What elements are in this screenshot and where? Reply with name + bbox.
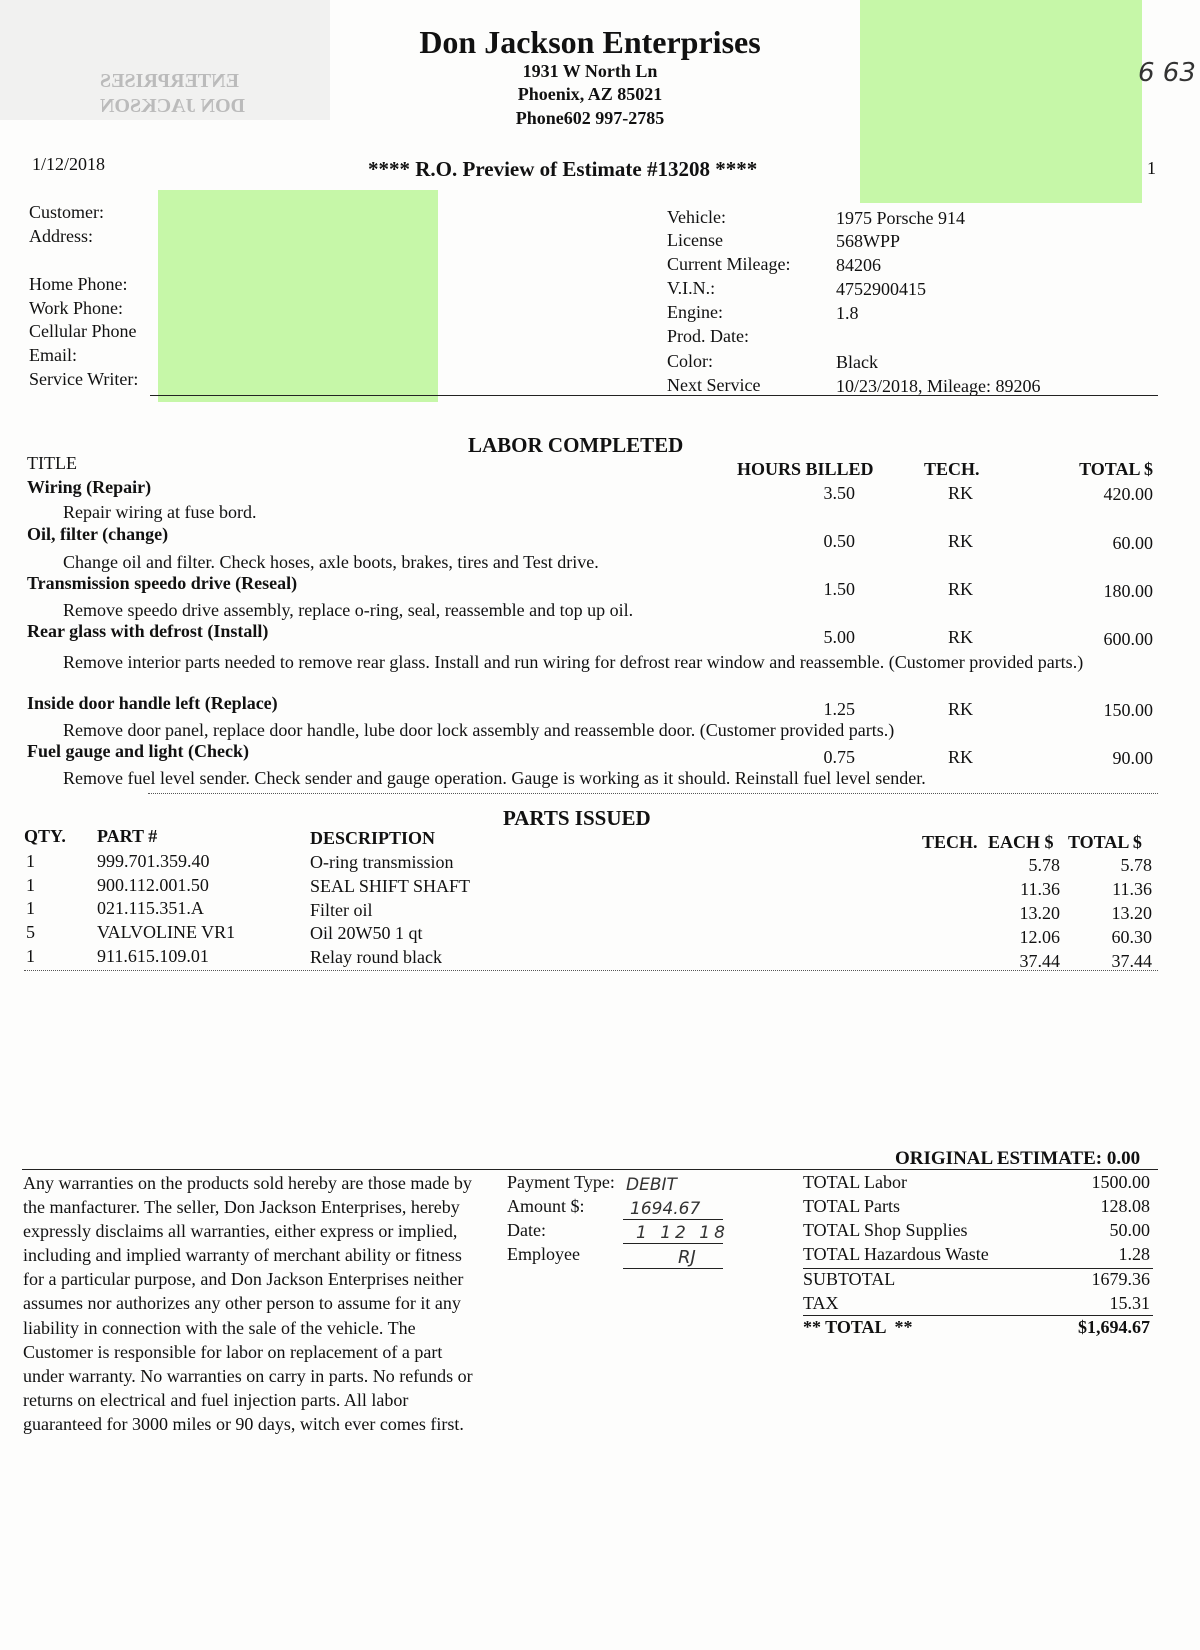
labor-item-title: Rear glass with defrost (Install) bbox=[27, 621, 269, 641]
parts-col-tech: TECH. bbox=[922, 832, 978, 852]
labor-item-hours: 1.50 bbox=[823, 579, 855, 599]
amount-label: Amount $: bbox=[507, 1196, 585, 1216]
part-total: 5.78 bbox=[1120, 855, 1152, 875]
next-service-label: Next Service bbox=[667, 375, 761, 395]
parts-col-part: PART # bbox=[97, 826, 158, 846]
vehicle-label: Vehicle: bbox=[667, 207, 726, 227]
labor-item-hours: 5.00 bbox=[823, 627, 855, 647]
part-number: 021.115.351.A bbox=[97, 898, 204, 918]
license-label: License bbox=[667, 230, 723, 250]
original-estimate: ORIGINAL ESTIMATE: 0.00 bbox=[895, 1148, 1141, 1169]
labor-item-total: 90.00 bbox=[1112, 748, 1153, 768]
labor-item-tech: RK bbox=[948, 699, 974, 719]
labor-item-tech: RK bbox=[948, 579, 974, 599]
labor-item-total: 600.00 bbox=[1103, 629, 1153, 649]
part-number: VALVOLINE VR1 bbox=[97, 922, 236, 942]
labor-item-total: 180.00 bbox=[1103, 581, 1153, 601]
part-each: 12.06 bbox=[1019, 927, 1060, 947]
warranty-text: Any warranties on the products sold hereby are those made by the manfacturer. The seller, Don Jackson Enterprises, hereby expressly disclaims all warranties, either express or implied, including and implied warranty of merchant ability or fitness for a particular purpose, and Don Jackson Enterprises neither assumes nor authorizes any other person to assume for it any liability in connection with the sale of the vehicle. The Customer is responsible for labor on replacement of a part under warranty. No warranties on carry in parts. No refunds or returns on electrical and fuel injection parts. All labor guaranteed for 3000 miles or 90 days, witch ever comes first. bbox=[23, 1173, 473, 1434]
part-description: Relay round black bbox=[310, 947, 442, 967]
grand-total-value: $1,694.67 bbox=[1078, 1317, 1150, 1337]
header-divider bbox=[150, 395, 1158, 396]
labor-item-description: Remove door panel, replace door handle, lube door lock assembly and reassemble door. (Customer provided parts.) bbox=[63, 720, 895, 740]
part-qty: 5 bbox=[26, 922, 35, 942]
color-label: Color: bbox=[667, 351, 714, 371]
part-description: Filter oil bbox=[310, 900, 373, 920]
part-each: 11.36 bbox=[1020, 879, 1060, 899]
date-value: 1 12 18 bbox=[636, 1223, 729, 1243]
part-total: 13.20 bbox=[1111, 903, 1152, 923]
color-value: Black bbox=[836, 352, 878, 372]
company-address: 1931 W North Ln bbox=[522, 61, 658, 81]
mirrored-bleed-text: ENTERPRISES bbox=[100, 70, 239, 92]
part-each: 5.78 bbox=[1028, 855, 1060, 875]
grand-total-rule bbox=[803, 1315, 1153, 1316]
total-parts-value: 128.08 bbox=[1100, 1196, 1150, 1216]
next-service-value: 10/23/2018, Mileage: 89206 bbox=[836, 376, 1041, 396]
subtotal-value: 1679.36 bbox=[1091, 1269, 1150, 1289]
labor-item-title: Transmission speedo drive (Reseal) bbox=[27, 573, 298, 593]
vin-label: V.I.N.: bbox=[667, 278, 716, 298]
labor-item-title: Wiring (Repair) bbox=[27, 477, 152, 497]
email-label: Email: bbox=[29, 345, 77, 365]
parts-col-each: EACH $ bbox=[988, 832, 1054, 852]
labor-item-description: Remove interior parts needed to remove rear glass. Install and run wiring for defrost rear window and reassemble. (Customer provided parts.) bbox=[63, 652, 1084, 672]
redaction-sticky-note bbox=[158, 190, 438, 402]
labor-item-description: Remove fuel level sender. Check sender and gauge operation. Gauge is working as it should. Reinstall fuel level sender. bbox=[63, 768, 926, 788]
total-hazardous-waste-value: 1.28 bbox=[1118, 1244, 1150, 1264]
part-description: SEAL SHIFT SHAFT bbox=[310, 876, 471, 896]
part-each: 13.20 bbox=[1019, 903, 1060, 923]
labor-item-tech: RK bbox=[948, 627, 974, 647]
tax-value: 15.31 bbox=[1109, 1293, 1150, 1313]
labor-item-hours: 0.75 bbox=[823, 747, 855, 767]
company-phone: Phone602 997-2785 bbox=[515, 108, 665, 128]
part-each: 37.44 bbox=[1019, 951, 1060, 971]
labor-item-total: 420.00 bbox=[1103, 484, 1153, 504]
company-name: Don Jackson Enterprises bbox=[419, 24, 761, 60]
labor-col-tech: TECH. bbox=[924, 459, 980, 479]
amount-value: 1694.67 bbox=[630, 1199, 701, 1219]
customer-label: Customer: bbox=[29, 202, 104, 222]
mileage-label: Current Mileage: bbox=[667, 254, 791, 274]
part-qty: 1 bbox=[26, 851, 35, 871]
part-total: 37.44 bbox=[1111, 951, 1152, 971]
part-qty: 1 bbox=[26, 946, 35, 966]
part-total: 60.30 bbox=[1111, 927, 1152, 947]
vehicle-value: 1975 Porsche 914 bbox=[836, 208, 965, 228]
part-number: 999.701.359.40 bbox=[97, 851, 210, 871]
part-description: O-ring transmission bbox=[310, 852, 454, 872]
subtotal-label: SUBTOTAL bbox=[803, 1269, 896, 1289]
labor-item-tech: RK bbox=[948, 483, 974, 503]
margin-mark: 1 bbox=[1147, 158, 1156, 178]
part-number: 911.615.109.01 bbox=[97, 946, 209, 966]
part-qty: 1 bbox=[26, 898, 35, 918]
date-label: Date: bbox=[507, 1220, 546, 1240]
parts-bottom-rule bbox=[24, 970, 1158, 971]
margin-handwriting: 6 63 bbox=[1138, 58, 1196, 88]
company-city: Phoenix, AZ 85021 bbox=[517, 84, 663, 104]
cellular-phone-label: Cellular Phone bbox=[29, 321, 137, 341]
part-description: Oil 20W50 1 qt bbox=[310, 923, 423, 943]
labor-item-title: Inside door handle left (Replace) bbox=[27, 693, 278, 713]
totals-top-rule bbox=[22, 1169, 1158, 1170]
payment-type-label: Payment Type: bbox=[507, 1172, 615, 1192]
labor-item-hours: 0.50 bbox=[823, 531, 855, 551]
prod-date-label: Prod. Date: bbox=[667, 326, 749, 346]
labor-item-tech: RK bbox=[948, 747, 974, 767]
parts-col-total: TOTAL $ bbox=[1068, 832, 1142, 852]
labor-col-hours: HOURS BILLED bbox=[737, 459, 874, 479]
total-hazardous-waste-label: TOTAL Hazardous Waste bbox=[803, 1244, 989, 1264]
labor-heading: LABOR COMPLETED bbox=[468, 433, 684, 457]
engine-label: Engine: bbox=[667, 302, 723, 322]
amount-underline bbox=[623, 1219, 723, 1220]
labor-item-title: Oil, filter (change) bbox=[27, 524, 169, 544]
home-phone-label: Home Phone: bbox=[29, 274, 128, 294]
labor-item-total: 150.00 bbox=[1103, 700, 1153, 720]
service-writer-label: Service Writer: bbox=[29, 369, 139, 389]
employee-label: Employee bbox=[507, 1244, 580, 1264]
date-underline bbox=[623, 1243, 723, 1244]
labor-item-hours: 3.50 bbox=[823, 483, 855, 503]
employee-underline bbox=[623, 1268, 723, 1269]
total-shop-supplies-value: 50.00 bbox=[1109, 1220, 1150, 1240]
part-total: 11.36 bbox=[1112, 879, 1152, 899]
parts-col-description: DESCRIPTION bbox=[310, 828, 436, 848]
mirrored-bleed-text: DON JACKSON bbox=[100, 95, 246, 117]
part-qty: 1 bbox=[26, 875, 35, 895]
part-number: 900.112.001.50 bbox=[97, 875, 209, 895]
labor-item-total: 60.00 bbox=[1112, 533, 1153, 553]
employee-signature: RJ bbox=[678, 1247, 696, 1268]
parts-heading: PARTS ISSUED bbox=[503, 806, 651, 830]
total-labor-label: TOTAL Labor bbox=[803, 1172, 908, 1192]
estimate-title: **** R.O. Preview of Estimate #13208 **** bbox=[368, 157, 758, 181]
tax-label: TAX bbox=[803, 1293, 839, 1313]
labor-item-title: Fuel gauge and light (Check) bbox=[27, 741, 250, 761]
total-parts-label: TOTAL Parts bbox=[803, 1196, 901, 1216]
mileage-value: 84206 bbox=[836, 255, 881, 275]
labor-item-description: Repair wiring at fuse bord. bbox=[63, 502, 257, 522]
parts-col-qty: QTY. bbox=[24, 826, 66, 846]
total-shop-supplies-label: TOTAL Shop Supplies bbox=[803, 1220, 968, 1240]
grand-total-label: ** TOTAL ** bbox=[803, 1317, 913, 1337]
labor-item-description: Remove speedo drive assembly, replace o-ring, seal, reassemble and top up oil. bbox=[63, 600, 634, 620]
document-date: 1/12/2018 bbox=[32, 154, 106, 174]
payment-type-value: DEBIT bbox=[626, 1175, 677, 1195]
labor-bottom-rule bbox=[148, 793, 1158, 794]
engine-value: 1.8 bbox=[836, 303, 859, 323]
labor-item-description: Change oil and filter. Check hoses, axle boots, brakes, tires and Test drive. bbox=[63, 552, 599, 572]
labor-item-tech: RK bbox=[948, 531, 974, 551]
labor-col-total: TOTAL $ bbox=[1079, 459, 1153, 479]
vin-value: 4752900415 bbox=[836, 279, 926, 299]
labor-col-title: TITLE bbox=[27, 453, 77, 473]
license-value: 568WPP bbox=[836, 231, 901, 251]
total-labor-value: 1500.00 bbox=[1091, 1172, 1150, 1192]
labor-item-hours: 1.25 bbox=[823, 699, 855, 719]
address-label: Address: bbox=[29, 226, 93, 246]
work-phone-label: Work Phone: bbox=[29, 298, 124, 318]
